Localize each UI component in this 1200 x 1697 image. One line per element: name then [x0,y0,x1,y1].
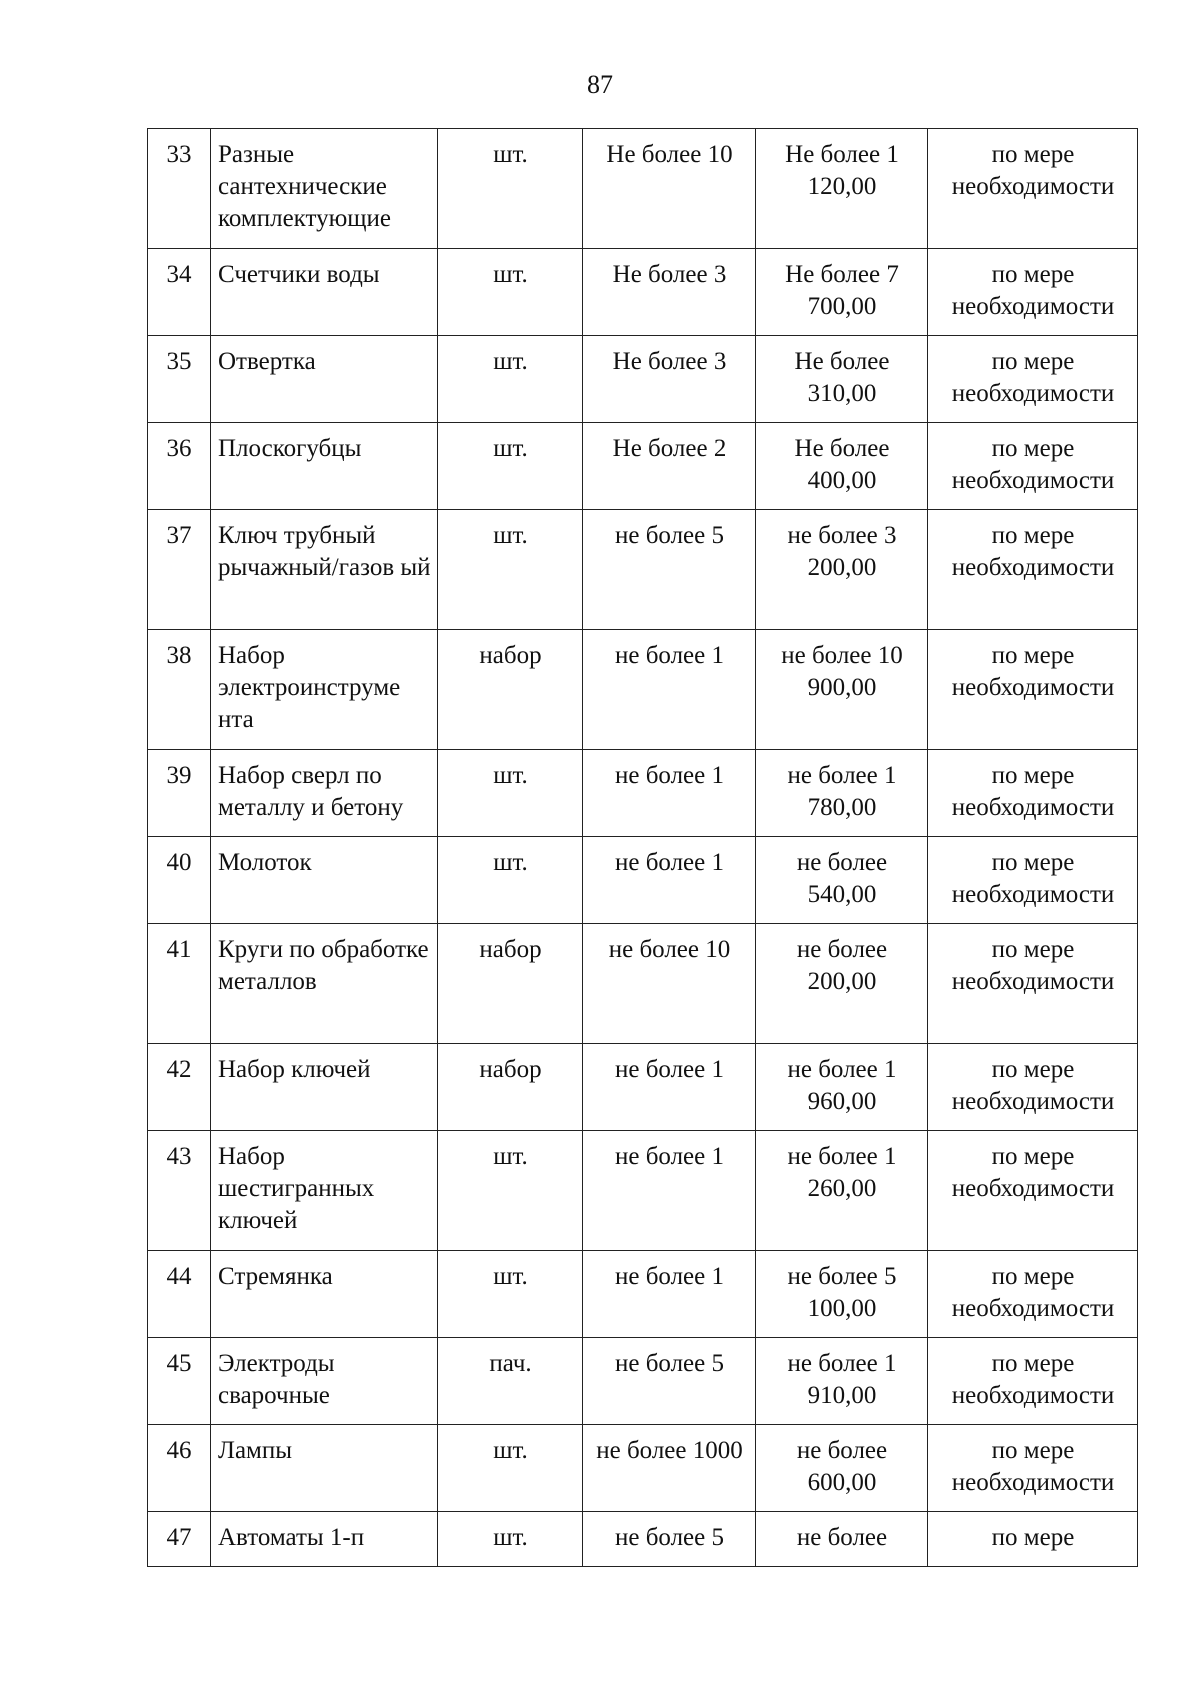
row-number: 37 [148,510,211,630]
item-name: Набор сверл по металлу и бетону [211,750,438,837]
table-row [148,423,1138,510]
item-unit: шт. [438,129,583,249]
item-unit: шт. [438,1251,583,1338]
item-quantity: не более 5 [583,510,756,630]
item-name: Лампы [211,1425,438,1512]
item-period: по мере необходимости [928,1338,1138,1425]
item-price: не более 1 260,00 [756,1131,928,1251]
item-quantity: не более 1000 [583,1425,756,1512]
row-number: 40 [148,837,211,924]
table-row [148,1044,1138,1131]
row-number: 41 [148,924,211,1044]
item-period: по мере необходимости [928,336,1138,423]
item-period: по мере необходимости [928,249,1138,336]
table-row [148,249,1138,336]
item-name: Набор ключей [211,1044,438,1131]
item-name: Набор электроинструме нта [211,630,438,750]
row-number: 42 [148,1044,211,1131]
item-unit: шт. [438,837,583,924]
row-number: 44 [148,1251,211,1338]
item-price: Не более 400,00 [756,423,928,510]
item-quantity: не более 5 [583,1512,756,1567]
item-period: по мере необходимости [928,423,1138,510]
item-unit: шт. [438,1131,583,1251]
item-price: не более 5 100,00 [756,1251,928,1338]
items-table [147,128,1138,1567]
table-row [148,1512,1138,1567]
item-period: по мере необходимости [928,129,1138,249]
table-row [148,924,1138,1044]
item-unit: шт. [438,510,583,630]
item-price: не более 540,00 [756,837,928,924]
item-unit: пач. [438,1338,583,1425]
table-row [148,1338,1138,1425]
item-unit: набор [438,630,583,750]
row-number: 45 [148,1338,211,1425]
row-number: 35 [148,336,211,423]
item-quantity: не более 1 [583,1131,756,1251]
item-name: Набор шестигранных ключей [211,1131,438,1251]
item-quantity: не более 5 [583,1338,756,1425]
item-name: Отвертка [211,336,438,423]
row-number: 36 [148,423,211,510]
item-name: Круги по обработке металлов [211,924,438,1044]
item-name: Счетчики воды [211,249,438,336]
item-price: не более 1 960,00 [756,1044,928,1131]
item-period: по мере необходимости [928,837,1138,924]
row-number: 38 [148,630,211,750]
item-price: Не более 1 120,00 [756,129,928,249]
item-price: не более 600,00 [756,1425,928,1512]
table-row [148,630,1138,750]
item-period: по мере необходимости [928,510,1138,630]
item-period: по мере необходимости [928,1044,1138,1131]
row-number: 43 [148,1131,211,1251]
item-period: по мере необходимости [928,1251,1138,1338]
item-quantity: не более 1 [583,630,756,750]
item-price: Не более 7 700,00 [756,249,928,336]
item-price: не более 1 910,00 [756,1338,928,1425]
table-row [148,750,1138,837]
item-unit: набор [438,924,583,1044]
item-quantity: не более 10 [583,924,756,1044]
item-quantity: Не более 2 [583,423,756,510]
item-price: Не более 310,00 [756,336,928,423]
item-quantity: Не более 10 [583,129,756,249]
item-name: Разные сантехнические комплектующие [211,129,438,249]
row-number: 39 [148,750,211,837]
item-name: Ключ трубный рычажный/газов ый [211,510,438,630]
item-unit: набор [438,1044,583,1131]
page-number: 87 [587,70,613,99]
items-table-body [148,129,1138,1567]
table-row [148,129,1138,249]
item-period: по мере необходимости [928,924,1138,1044]
table-row [148,510,1138,630]
row-number: 46 [148,1425,211,1512]
item-name: Электроды сварочные [211,1338,438,1425]
item-price: не более 10 900,00 [756,630,928,750]
item-quantity: не более 1 [583,837,756,924]
item-name: Молоток [211,837,438,924]
item-price: не более 1 780,00 [756,750,928,837]
item-quantity: Не более 3 [583,336,756,423]
item-unit: шт. [438,1512,583,1567]
item-name: Стремянка [211,1251,438,1338]
item-unit: шт. [438,249,583,336]
item-name: Плоскогубцы [211,423,438,510]
row-number: 33 [148,129,211,249]
item-price: не более [756,1512,928,1567]
row-number: 47 [148,1512,211,1567]
table-row [148,837,1138,924]
item-period: по мере необходимости [928,750,1138,837]
item-quantity: не более 1 [583,1251,756,1338]
item-unit: шт. [438,1425,583,1512]
table-row [148,1131,1138,1251]
item-unit: шт. [438,336,583,423]
item-quantity: Не более 3 [583,249,756,336]
item-price: не более 200,00 [756,924,928,1044]
item-quantity: не более 1 [583,1044,756,1131]
table-row [148,1251,1138,1338]
table-row [148,336,1138,423]
item-unit: шт. [438,423,583,510]
table-row [148,1425,1138,1512]
row-number: 34 [148,249,211,336]
item-period: по мере [928,1512,1138,1567]
item-quantity: не более 1 [583,750,756,837]
item-unit: шт. [438,750,583,837]
item-period: по мере необходимости [928,1425,1138,1512]
item-name: Автоматы 1-п [211,1512,438,1567]
item-price: не более 3 200,00 [756,510,928,630]
item-period: по мере необходимости [928,630,1138,750]
item-period: по мере необходимости [928,1131,1138,1251]
